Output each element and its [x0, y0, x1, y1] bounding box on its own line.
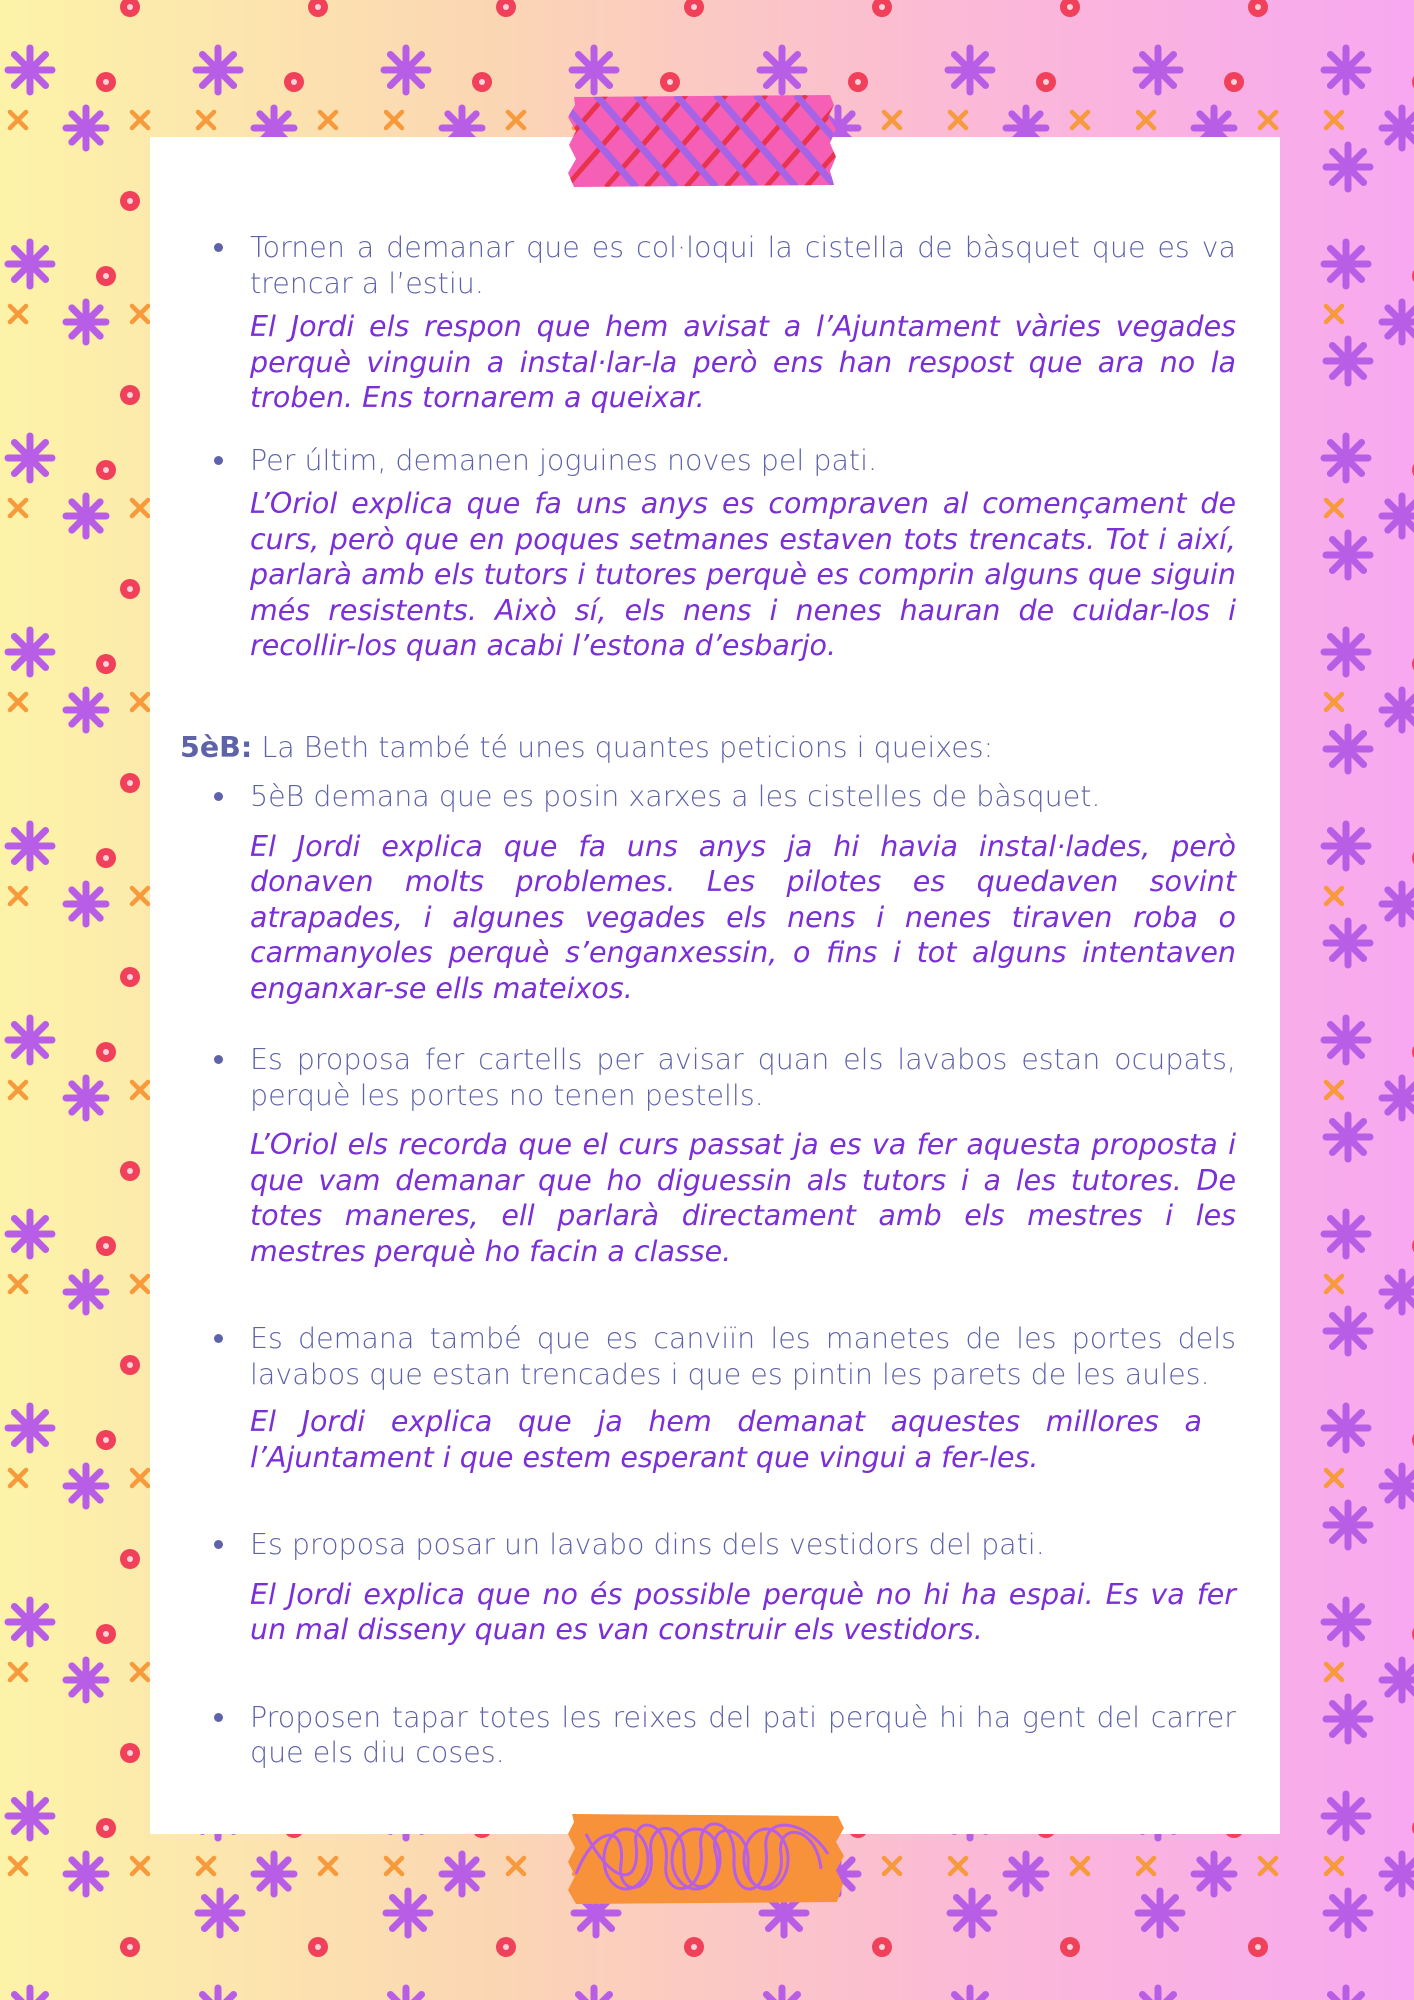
dot-icon [1224, 72, 1244, 92]
dot-icon [96, 72, 116, 92]
asterisk-icon [8, 1794, 52, 1838]
cross-icon [1326, 888, 1342, 904]
dot-icon [660, 72, 680, 92]
cross-icon [10, 1470, 26, 1486]
cross-icon [884, 1858, 900, 1874]
asterisk-icon [1382, 1466, 1414, 1506]
dot-icon [96, 848, 116, 868]
cross-icon [1138, 112, 1154, 128]
dot-icon [96, 1624, 116, 1644]
asterisk-icon [1324, 630, 1368, 674]
asterisk-icon [196, 1988, 240, 2000]
section-label: 5èB: [180, 730, 253, 764]
item-answer: L’Oriol explica que fa uns anys es compraven al començament de curs, però que en poques setmanes estaven tots trencats. Tot i així, parlarà amb els tutors i tutores perquè es comprin alguns que siguin més resistents. Això sí, els nens i nenes hauran de cuidar-los i recollir-los quan acabi l’estona d’esbarjo. [250, 487, 1236, 662]
asterisk-icon [1382, 1078, 1414, 1118]
asterisk-icon [1326, 1309, 1370, 1353]
asterisk-icon [66, 884, 106, 924]
asterisk-icon [8, 824, 52, 868]
asterisk-icon [66, 690, 106, 730]
cross-icon [320, 1858, 336, 1874]
dot-icon [120, 0, 140, 17]
cross-icon [1326, 306, 1342, 322]
asterisk-icon [66, 1854, 106, 1894]
asterisk-icon [1382, 1660, 1414, 1700]
asterisk-icon [1324, 824, 1368, 868]
cross-icon [1326, 1664, 1342, 1680]
asterisk-icon [1136, 48, 1180, 92]
dot-icon [96, 266, 116, 286]
cross-icon [132, 1858, 148, 1874]
bullet-icon [214, 792, 223, 801]
item-question: Per últim, demanen joguines noves pel pati. [250, 443, 878, 477]
dot-icon [120, 579, 140, 599]
cross-icon [10, 888, 26, 904]
asterisk-icon [760, 1988, 804, 2000]
cross-icon [1326, 1276, 1342, 1292]
asterisk-icon [8, 1600, 52, 1644]
asterisk-icon [1324, 1212, 1368, 1256]
dot-icon [96, 1818, 116, 1838]
asterisk-icon [1382, 690, 1414, 730]
dot-icon [96, 1042, 116, 1062]
cross-icon [950, 1858, 966, 1874]
dot-icon [120, 1937, 140, 1957]
asterisk-icon [66, 1466, 106, 1506]
dot-icon [472, 72, 492, 92]
asterisk-icon [1326, 1697, 1370, 1741]
asterisk-icon [572, 48, 616, 92]
dot-icon [848, 72, 868, 92]
asterisk-icon [1324, 1018, 1368, 1062]
cross-icon [1072, 112, 1088, 128]
asterisk-icon [66, 1272, 106, 1312]
dot-icon [120, 1355, 140, 1375]
top-washi-tape [566, 95, 838, 187]
item-question: Es proposa posar un lavabo dins dels vestidors del pati. [250, 1528, 1045, 1561]
asterisk-icon [572, 1988, 616, 2000]
item-answer: El Jordi explica que no és possible perquè no hi ha espai. Es va fer un mal disseny quan es van construir els vestidors. [250, 1577, 1236, 1646]
cross-icon [1260, 112, 1276, 128]
dot-icon [872, 0, 892, 17]
dot-icon [496, 0, 516, 17]
asterisk-icon [1326, 921, 1370, 965]
asterisk-icon [950, 1891, 994, 1935]
asterisk-icon [1324, 1406, 1368, 1450]
cross-icon [508, 1858, 524, 1874]
dot-icon [96, 654, 116, 674]
asterisk-icon [8, 242, 52, 286]
dot-icon [1060, 0, 1080, 17]
asterisk-icon [384, 48, 428, 92]
asterisk-icon [1382, 1854, 1414, 1894]
asterisk-icon [1136, 1988, 1180, 2000]
asterisk-icon [1324, 1794, 1368, 1838]
meeting-notes-content [180, 230, 1236, 1771]
asterisk-icon [198, 1891, 242, 1935]
asterisk-icon [1382, 302, 1414, 342]
cross-icon [884, 112, 900, 128]
cross-icon [1326, 500, 1342, 516]
asterisk-icon [8, 1018, 52, 1062]
list-item [180, 1321, 1236, 1475]
cross-icon [1326, 694, 1342, 710]
asterisk-icon [1324, 48, 1368, 92]
asterisk-icon [1324, 242, 1368, 286]
cross-icon [508, 112, 524, 128]
asterisk-icon [1324, 1600, 1368, 1644]
item-answer: El Jordi explica que ja hem demanat aquestes millores a l’Ajuntament i que estem esperant que vingui a fer-les. [250, 1405, 1202, 1474]
cross-icon [198, 112, 214, 128]
cross-icon [1326, 112, 1342, 128]
asterisk-icon [1326, 533, 1370, 577]
cross-icon [10, 500, 26, 516]
asterisk-icon [66, 496, 106, 536]
item-question: Proposen tapar totes les reixes del pati perquè hi ha gent del carrer que els diu coses. [250, 1700, 1236, 1769]
asterisk-icon [8, 630, 52, 674]
cross-icon [1326, 1082, 1342, 1098]
item-answer: El Jordi explica que fa uns anys ja hi havia instal·lades, però donaven molts problemes. Les pilotes es quedaven sovint atrapades, i algunes vegades els nens i nenes tiraven roba o carmanyoles perquè s’enganxessin, o fins i tot alguns intentaven enganxar-se ells mateixos. [250, 829, 1236, 1005]
cross-icon [1138, 1858, 1154, 1874]
cross-icon [132, 500, 148, 516]
cross-icon [1326, 1858, 1342, 1874]
dot-icon [1248, 0, 1268, 17]
dot-icon [96, 1236, 116, 1256]
dot-icon [120, 1549, 140, 1569]
cross-icon [1072, 1858, 1088, 1874]
asterisk-icon [1326, 1503, 1370, 1547]
item-question: 5èB demana que es posin xarxes a les cistelles de bàsquet. [250, 780, 1101, 813]
cross-icon [386, 1858, 402, 1874]
dot-icon [496, 1937, 516, 1957]
cross-icon [132, 1470, 148, 1486]
asterisk-icon [442, 1854, 482, 1894]
item-answer: El Jordi els respon que hem avisat a l’Ajuntament vàries vegades perquè vinguin a instal·lar-la però ens han respost que ara no la troben. Ens tornarem a queixar. [250, 310, 1236, 414]
dot-icon [1060, 1937, 1080, 1957]
cross-icon [198, 1858, 214, 1874]
asterisk-icon [66, 108, 106, 148]
list-item [180, 1700, 1236, 1771]
item-question: Es proposa fer cartells per avisar quan els lavabos estan ocupats, perquè les portes no tenen pestells. [250, 1043, 1236, 1112]
asterisk-icon [384, 1988, 428, 2000]
cross-icon [10, 1082, 26, 1098]
bullet-icon [214, 1055, 223, 1064]
cross-icon [1326, 1470, 1342, 1486]
section-heading-5eb [180, 730, 1236, 766]
dot-icon [872, 1937, 892, 1957]
cross-icon [386, 112, 402, 128]
cross-icon [10, 1858, 26, 1874]
asterisk-icon [1006, 1854, 1046, 1894]
item-question: Tornen a demanar que es col·loqui la cistella de bàsquet que es va trencar a l’estiu. [250, 231, 1236, 300]
cross-icon [1260, 1858, 1276, 1874]
dot-icon [684, 1937, 704, 1957]
item-answer: L’Oriol els recorda que el curs passat ja es va fer aquesta proposta i que vam demanar que ho diguessin als tutors i a les tutores. De totes maneres, ell parlarà directament amb els mestres i les mestres perquè ho facin a classe. [250, 1128, 1236, 1268]
asterisk-icon [948, 48, 992, 92]
5eb-items-list [180, 779, 1236, 1771]
cross-icon [132, 1664, 148, 1680]
asterisk-icon [948, 1988, 992, 2000]
asterisk-icon [254, 1854, 294, 1894]
asterisk-icon [66, 1078, 106, 1118]
asterisk-icon [1382, 1272, 1414, 1312]
asterisk-icon [8, 436, 52, 480]
cross-icon [132, 306, 148, 322]
asterisk-icon [386, 1891, 430, 1935]
bullet-icon [214, 456, 223, 465]
asterisk-icon [1324, 1988, 1368, 2000]
cross-icon [950, 112, 966, 128]
cross-icon [320, 112, 336, 128]
asterisk-icon [8, 1212, 52, 1256]
asterisk-icon [760, 48, 804, 92]
bullet-icon [214, 1713, 223, 1722]
asterisk-icon [1326, 339, 1370, 383]
asterisk-icon [1382, 496, 1414, 536]
cross-icon [10, 1664, 26, 1680]
asterisk-icon [1382, 108, 1414, 148]
dot-icon [120, 1161, 140, 1181]
bottom-washi-tape [566, 1814, 846, 1904]
dot-icon [96, 1430, 116, 1450]
asterisk-icon [1326, 727, 1370, 771]
dot-icon [120, 967, 140, 987]
asterisk-icon [1324, 436, 1368, 480]
list-item [180, 779, 1236, 1006]
cross-icon [132, 112, 148, 128]
cross-icon [132, 1082, 148, 1098]
list-item [180, 1042, 1236, 1269]
asterisk-icon [66, 302, 106, 342]
dot-icon [1248, 1937, 1268, 1957]
asterisk-icon [66, 1660, 106, 1700]
asterisk-icon [196, 48, 240, 92]
dot-icon [120, 191, 140, 211]
top-items-list [180, 230, 1236, 664]
dot-icon [120, 385, 140, 405]
dot-icon [308, 1937, 328, 1957]
bullet-icon [214, 1334, 223, 1343]
dot-icon [120, 773, 140, 793]
asterisk-icon [8, 1988, 52, 2000]
asterisk-icon [1326, 1115, 1370, 1159]
asterisk-icon [8, 1406, 52, 1450]
asterisk-icon [1138, 1891, 1182, 1935]
cross-icon [10, 306, 26, 322]
list-item [180, 443, 1236, 664]
asterisk-icon [8, 48, 52, 92]
bullet-icon [214, 243, 223, 252]
list-item [180, 1527, 1236, 1648]
cross-icon [132, 888, 148, 904]
dot-icon [684, 0, 704, 17]
dot-icon [1036, 72, 1056, 92]
bullet-icon [214, 1540, 223, 1549]
asterisk-icon [1382, 884, 1414, 924]
cross-icon [132, 1276, 148, 1292]
dot-icon [96, 460, 116, 480]
dot-icon [284, 72, 304, 92]
cross-icon [10, 694, 26, 710]
cross-icon [10, 112, 26, 128]
section-intro: La Beth també té unes quantes peticions i queixes: [261, 730, 994, 764]
item-question: Es demana també que es canviïn les manetes de les portes dels lavabos que estan trencades i que es pintin les parets de les aules. [250, 1322, 1236, 1391]
cross-icon [132, 694, 148, 710]
asterisk-icon [1194, 1854, 1234, 1894]
dot-icon [120, 1743, 140, 1763]
asterisk-icon [1326, 1891, 1370, 1935]
asterisk-icon [1326, 145, 1370, 189]
list-item [180, 230, 1236, 416]
cross-icon [10, 1276, 26, 1292]
dot-icon [308, 0, 328, 17]
